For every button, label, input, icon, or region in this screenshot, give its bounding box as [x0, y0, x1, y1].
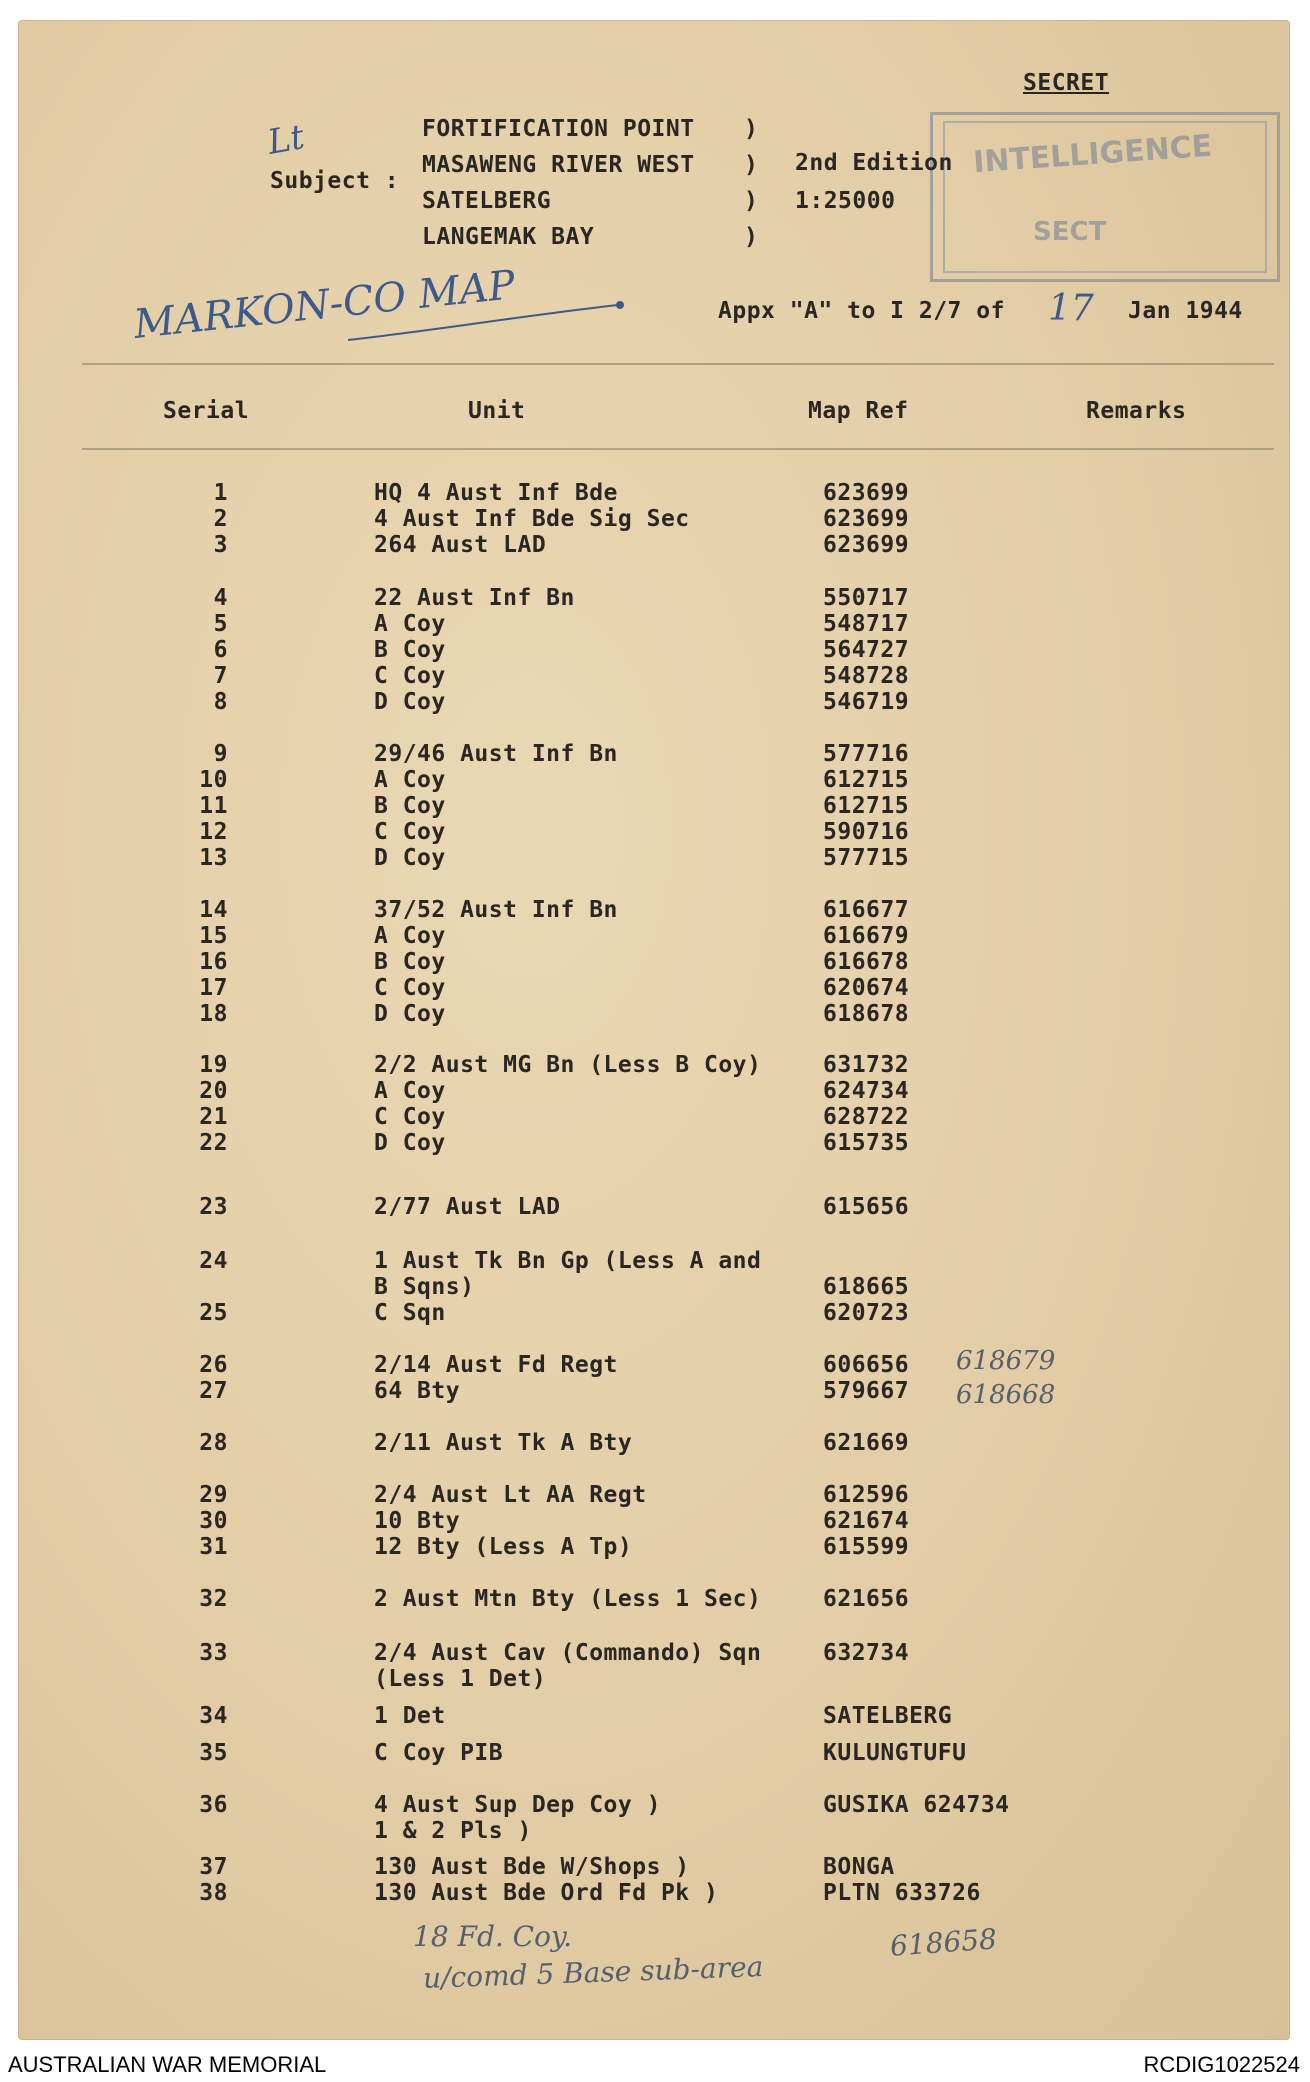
table-row: 16 B Coy 616678 [199, 949, 910, 975]
table-row: 8 D Coy 546719 [213, 689, 910, 715]
subject-bracket-3: ) [744, 188, 759, 214]
handwritten-note-line-1: 18 Fd. Coy. [413, 1920, 572, 1953]
table-row: 25 C Sqn 620723 [199, 1300, 910, 1326]
table-row: 10 A Coy 612715 [199, 767, 910, 793]
handwritten-note-line-2: u/comd 5 Base sub-area [422, 1950, 764, 1995]
archive-id: RCDIG1022524 [1143, 2052, 1300, 2077]
table-row: 34 1 Det SATELBERG [199, 1703, 953, 1729]
handwritten-note: MARKON-CO MAP [131, 262, 518, 348]
table-row: 5 A Coy 548717 [213, 611, 910, 637]
table-row: 14 37/52 Aust Inf Bn 616677 [199, 897, 910, 923]
document-paper [18, 20, 1290, 2040]
table-row: 15 A Coy 616679 [199, 923, 910, 949]
table-row: 24 1 Aust Tk Bn Gp (Less A and [199, 1248, 762, 1274]
appendix-date: Jan 1944 [1128, 298, 1243, 324]
col-serial-header: Serial [163, 398, 250, 424]
subject-map-2: MASAWENG RIVER WEST [422, 152, 695, 178]
table-row: 36 4 Aust Sup Dep Coy ) GUSIKA 624734 [199, 1792, 1010, 1818]
table-row: 38 130 Aust Bde Ord Fd Pk ) PLTN 633726 [199, 1880, 981, 1906]
table-row: 17 C Coy 620674 [199, 975, 910, 1001]
subject-bracket-2: ) [744, 152, 759, 178]
handwritten-ref-2: 618668 [956, 1380, 1056, 1410]
intelligence-stamp [930, 112, 1280, 282]
table-row: 31 12 Bty (Less A Tp) 615599 [199, 1534, 910, 1560]
table-row: 37 130 Aust Bde W/Shops ) BONGA [199, 1854, 895, 1880]
handwritten-ref-1: 618679 [956, 1346, 1056, 1376]
appendix-day: 17 [1048, 288, 1094, 329]
table-row: 27 64 Bty 579667 [199, 1378, 910, 1404]
table-row: 19 2/2 Aust MG Bn (Less B Coy) 631732 [199, 1052, 910, 1078]
col-unit-header: Unit [468, 398, 526, 424]
table-row: 11 B Coy 612715 [199, 793, 910, 819]
table-row: 33 2/4 Aust Cav (Commando) Sqn 632734 [199, 1640, 910, 1666]
col-remarks-header: Remarks [1086, 398, 1187, 424]
table-row: 32 2 Aust Mtn Bty (Less 1 Sec) 621656 [199, 1586, 910, 1612]
scale-label: 1:25000 [795, 188, 896, 214]
subject-map-4: LANGEMAK BAY [422, 224, 595, 250]
stamp-sub: SECT [1033, 217, 1107, 247]
handwritten-note-ref: 618658 [888, 1922, 998, 1963]
table-row: 18 D Coy 618678 [199, 1001, 910, 1027]
stamp-text: INTELLIGENCE [972, 128, 1214, 181]
subject-map-3: SATELBERG [422, 188, 552, 214]
edition-label: 2nd Edition [795, 150, 953, 176]
table-row: 1 & 2 Pls ) [374, 1818, 532, 1844]
table-row: 3 264 Aust LAD 623699 [213, 532, 910, 558]
table-row: B Sqns) 618665 [374, 1274, 910, 1300]
col-mapref-header: Map Ref [808, 398, 909, 424]
subject-bracket-4: ) [744, 224, 759, 250]
table-row: 2 4 Aust Inf Bde Sig Sec 623699 [213, 506, 910, 532]
appendix-label: Appx "A" to I 2/7 of [718, 298, 1005, 324]
handwritten-arrow [348, 295, 648, 355]
header-rule [82, 363, 1274, 365]
subject-label: Subject : [270, 168, 400, 194]
table-row: 22 D Coy 615735 [199, 1130, 910, 1156]
table-row: (Less 1 Det) [374, 1666, 547, 1692]
table-row: 4 22 Aust Inf Bn 550717 [213, 585, 910, 611]
archive-footer [0, 2048, 1310, 2082]
table-row: 1 HQ 4 Aust Inf Bde 623699 [213, 480, 910, 506]
column-header-rule [82, 448, 1274, 450]
table-row: 28 2/11 Aust Tk A Bty 621669 [199, 1430, 910, 1456]
table-row: 21 C Coy 628722 [199, 1104, 910, 1130]
archive-name: AUSTRALIAN WAR MEMORIAL [8, 2052, 327, 2077]
table-row: 20 A Coy 624734 [199, 1078, 910, 1104]
table-row: 12 C Coy 590716 [199, 819, 910, 845]
table-row: 7 C Coy 548728 [213, 663, 910, 689]
subject-map-1: FORTIFICATION POINT [422, 116, 695, 142]
table-row: 9 29/46 Aust Inf Bn 577716 [213, 741, 910, 767]
table-row: 30 10 Bty 621674 [199, 1508, 910, 1534]
subject-bracket-1: ) [744, 116, 759, 142]
handwritten-initials: Lt [264, 117, 308, 163]
table-row: 26 2/14 Aust Fd Regt 606656 [199, 1352, 910, 1378]
table-row: 29 2/4 Aust Lt AA Regt 612596 [199, 1482, 910, 1508]
table-row: 6 B Coy 564727 [213, 637, 910, 663]
classification-label: SECRET [1023, 70, 1110, 96]
table-row: 23 2/77 Aust LAD 615656 [199, 1194, 910, 1220]
table-row: 35 C Coy PIB KULUNGTUFU [199, 1740, 967, 1766]
table-row: 13 D Coy 577715 [199, 845, 910, 871]
